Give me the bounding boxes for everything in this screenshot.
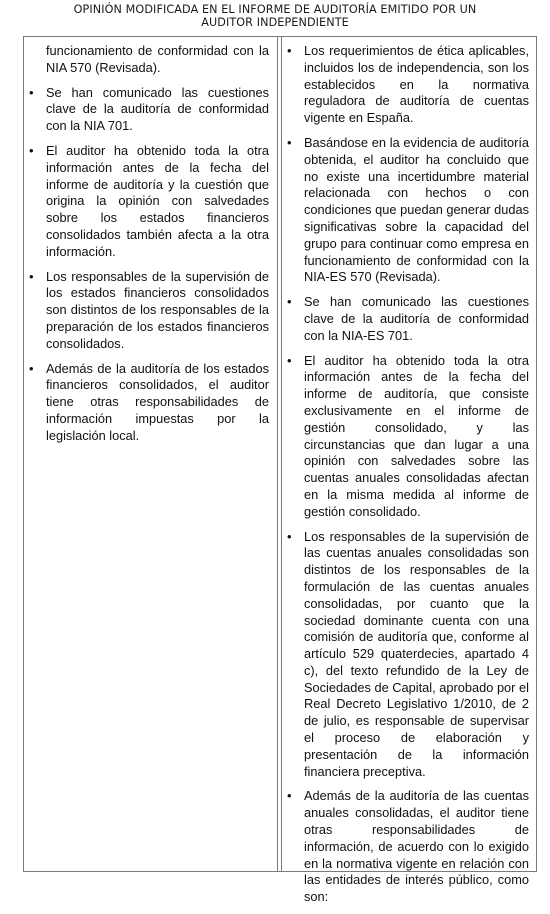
bullet-icon: • [29,268,34,284]
bullet-icon: • [29,360,34,376]
list-item-text: Los responsables de la supervisión de las cuentas anuales consolidadas son distintos de los responsables de la formulación de las cuentas anuales consolidadas, por cuanto que la sociedad dominante cuenta con una comisión de auditoría que, conforme al artículo 529 quaterdecies, apartado 4 c), del texto refundido de la Ley de Sociedades de Capital, aprobado por el Real Decreto Legislativo 1/2010, de 2 de julio, es responsable de supervisar el proceso de elaboración y presentación de la información financiera preceptiva. [304,528,529,779]
bullet-icon: • [287,134,292,150]
column-divider-right [281,36,282,872]
list-item-text: Los requerimientos de ética aplicables, incluidos los de independencia, son los establecidos en la normativa reguladora de auditoría de cuentas vigente en España. [304,43,529,126]
bullet-icon: • [287,528,292,544]
list-item [287,529,529,781]
list-item [287,294,529,344]
list-item-text: El auditor ha obtenido toda la otra información antes de la fecha del informe de auditoría, que consiste exclusivamente en el informe de gestión consolidado, y las circunstancias que dan lugar a una opinión con salvedades sobre las cuentas anuales consolidadas afectan en la misma medida al informe de gestión consolidado. [304,352,529,519]
list-item-text: Basándose en la evidencia de auditoría obtenida, el auditor ha concluido que no existe una incertidumbre material relacionada con hechos o con condiciones que puedan generar dudas significativas sobre la capacidad del grupo para continuar como empresa en funcionamiento de conformidad con la NIA-ES 570 (Revisada). [304,134,529,285]
bullet-icon: • [29,84,34,100]
list-item [287,353,529,521]
bullet-icon: • [287,788,292,804]
bullet-icon: • [287,352,292,368]
header-line-1: OPINIÓN MODIFICADA EN EL INFORME DE AUDITORÍA EMITIDO POR UN [73,3,477,16]
list-item-text: Se han comunicado las cuestiones clave de la auditoría de conformidad con la NIA 701. [46,84,269,134]
column-divider-left [277,36,278,872]
list-item-text: Además de la auditoría de las cuentas anuales consolidadas, el auditor tiene otras responsabilidades de información, de acuerdo con lo exigido en la normativa vigente en relación con las entidades de interés público, como son: [304,788,529,905]
left-bullet-list [29,85,269,445]
right-column [287,43,529,914]
right-bullet-list [287,43,529,906]
list-item-text: El auditor ha obtenido toda la otra información antes de la fecha del informe de auditoría y la cuestión que origina la opinión con salvedades sobre los estados financieros consolidados también afecta a la otra información. [46,142,269,259]
list-item-text: Se han comunicado las cuestiones clave de la auditoría de conformidad con la NIA-ES 701. [304,294,529,343]
list-item [287,788,529,906]
page-header [0,3,550,29]
list-item-text: Además de la auditoría de los estados financieros consolidados, el auditor tiene otras responsabilidades de información impuestas por la legislación local. [46,360,269,443]
header-line-2: AUDITOR INDEPENDIENTE [201,16,349,29]
bullet-icon: • [29,142,34,158]
list-item [29,269,269,353]
list-item [29,143,269,261]
list-item [29,85,269,135]
list-item-text: Los responsables de la supervisión de los estados financieros consolidados son distintos de los responsables de la preparación de los estados financieros consolidados. [46,268,269,351]
left-continuation-text: funcionamiento de conformidad con la NIA 570 (Revisada). [46,43,269,75]
list-item [287,43,529,127]
left-column [29,43,269,453]
list-item [29,361,269,445]
bullet-icon: • [287,294,292,310]
bullet-icon: • [287,43,292,58]
list-item [287,135,529,286]
